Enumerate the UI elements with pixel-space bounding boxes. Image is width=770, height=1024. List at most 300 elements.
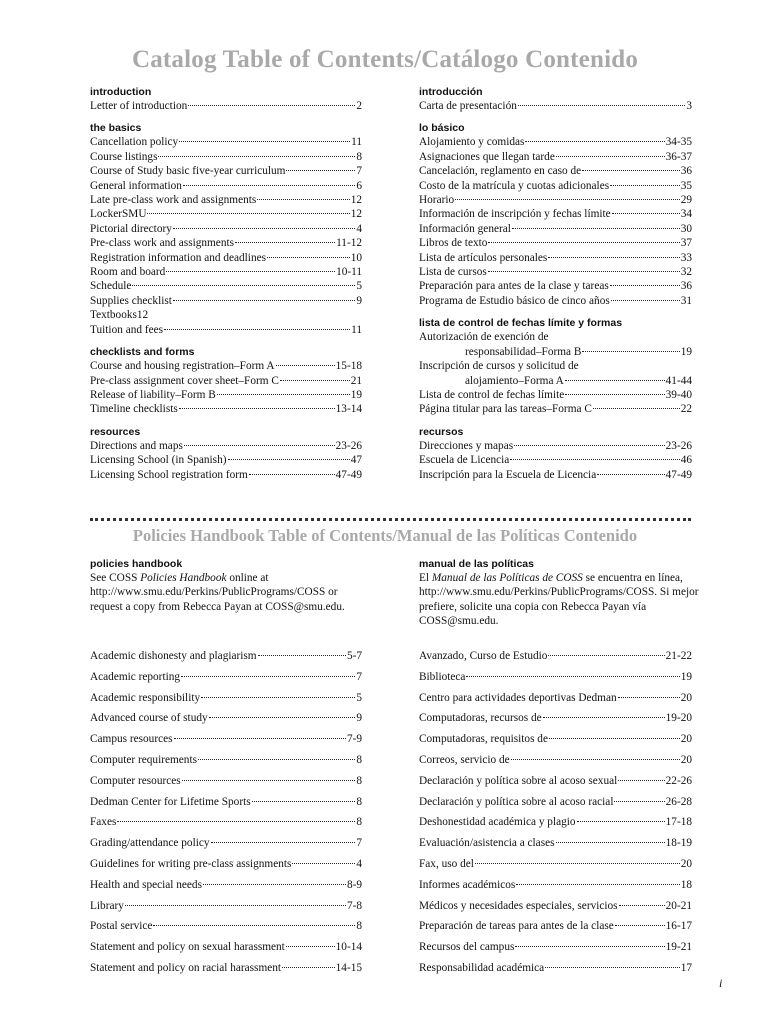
dot-leader — [618, 780, 664, 781]
toc-entry — [90, 753, 362, 767]
toc-entry-title: Campus resources — [90, 733, 173, 746]
policies-title: Policies Handbook Table of Contents/Manual de las Políticas Contenido — [132, 526, 638, 545]
catalog-toc-english — [90, 86, 362, 491]
dot-leader — [455, 199, 680, 200]
toc-entry — [90, 279, 362, 293]
toc-entry-page: 46 — [680, 454, 692, 467]
toc-entry-title: Postal service — [90, 920, 153, 933]
toc-entry-page: 47 — [350, 454, 362, 467]
toc-entry-page: 11-12 — [336, 237, 362, 250]
toc-entry-page: 8-9 — [346, 878, 362, 891]
toc-section — [90, 122, 362, 337]
dot-leader — [582, 351, 679, 352]
toc-entry — [419, 691, 692, 705]
toc-entry-title: Academic dishonesty and plagiarism — [90, 650, 257, 662]
toc-entry-title: Programa de Estudio básico de cinco años — [419, 294, 610, 307]
toc-entry-page: 4 — [356, 222, 362, 235]
section-heading: resources — [90, 425, 141, 438]
toc-entry-title: Cancelación, reglamento en caso de — [419, 165, 582, 178]
section-heading: the basics — [90, 122, 142, 135]
toc-entry-page: 8 — [356, 795, 362, 808]
dot-leader — [525, 141, 664, 142]
toc-entry-page: 7-9 — [346, 733, 362, 746]
toc-entry — [90, 774, 362, 788]
toc-entry — [419, 330, 692, 344]
toc-entry-title: responsabilidad–Forma B — [465, 345, 582, 358]
section-heading: introducción — [419, 86, 483, 98]
dot-leader — [198, 759, 355, 760]
toc-entry-title: Cancellation policy — [90, 136, 179, 149]
toc-entry-title: Lista de control de fechas límite — [419, 388, 565, 401]
toc-entry-page: 36 — [680, 165, 692, 178]
dot-leader — [597, 474, 664, 475]
toc-entry-title: Supplies checklist — [90, 294, 172, 307]
toc-entry-page: 18-19 — [665, 837, 692, 850]
toc-entry-title: Información general — [419, 222, 511, 235]
dot-leader — [132, 285, 355, 286]
toc-entry — [90, 857, 362, 871]
toc-entry — [419, 439, 692, 453]
toc-entry-title: Dedman Center for Lifetime Sports — [90, 795, 251, 808]
dot-leader — [593, 408, 680, 409]
para-text: online at http://www.smu.edu/Perkins/PublicPrograms/COSS or request a copy from Rebecca Payan at COSS@smu.edu. — [90, 572, 345, 613]
toc-entry-title: Late pre-class work and assignments — [90, 194, 257, 207]
toc-entry-title: Biblioteca — [419, 670, 466, 683]
dot-leader — [610, 285, 680, 286]
toc-entry — [419, 940, 692, 954]
toc-entry — [419, 815, 692, 829]
toc-entry-page: 17-18 — [665, 816, 692, 829]
dot-leader — [166, 271, 335, 272]
toc-entry — [90, 236, 362, 250]
dot-leader — [209, 717, 356, 718]
toc-entry-page: 23-26 — [665, 439, 692, 452]
toc-entry-title: Release of liability–Form B — [90, 388, 216, 401]
toc-entry-title: Advanced course of study — [90, 712, 208, 725]
section-heading: checklists and forms — [90, 346, 195, 359]
toc-entry-page: 14-15 — [335, 961, 362, 974]
toc-entry-title: Course listings — [90, 150, 158, 163]
toc-entry-page: 10 — [350, 251, 362, 264]
toc-entry — [90, 150, 362, 164]
dot-leader — [211, 842, 356, 843]
dot-leader — [252, 801, 356, 802]
section-heading: policies handbook — [90, 558, 183, 570]
toc-entry-title: Página titular para las tareas–Forma C — [419, 403, 592, 416]
toc-entry-page: 47-49 — [665, 468, 692, 481]
dot-leader — [292, 863, 355, 864]
toc-entry — [419, 732, 692, 746]
toc-entry-title: Avanzado, Curso de Estudio — [419, 650, 548, 662]
toc-entry-title: Escuela de Licencia — [419, 454, 510, 467]
toc-entry-title: General information — [90, 179, 182, 192]
toc-entry-page: 9 — [356, 712, 362, 725]
toc-entry-page: 39-40 — [665, 388, 692, 401]
toc-entry-page: 2 — [356, 100, 362, 112]
toc-entry-title: Library — [90, 899, 124, 912]
toc-entry-title: Médicos y necesidades especiales, servicios — [419, 899, 618, 912]
toc-entry-title: Inscripción de cursos y solicitud de — [419, 360, 579, 373]
manual-politicas-intro — [419, 558, 704, 629]
toc-entry — [90, 468, 362, 482]
dot-leader — [217, 394, 350, 395]
toc-entry — [90, 961, 362, 975]
dot-leader — [282, 967, 335, 968]
dot-leader — [183, 185, 355, 186]
dot-leader — [518, 105, 685, 106]
toc-entry-title: Computer requirements — [90, 753, 197, 766]
toc-entry — [419, 193, 692, 207]
toc-entry — [419, 236, 692, 250]
toc-entry-page: 20 — [680, 733, 692, 746]
toc-entry-title: Room and board — [90, 266, 166, 279]
toc-entry — [90, 795, 362, 809]
toc-section — [90, 346, 362, 417]
dot-leader — [174, 738, 346, 739]
section-heading: lo básico — [419, 122, 465, 135]
para-text: se encuentra en línea, http://www.smu.edu/Perkins/PublicPrograms/COSS. Si mejor prefiere, solicite una copia con Rebecca Payan vía COSS@smu.edu. — [419, 572, 699, 628]
toc-entry-title: Alojamiento y comidas — [419, 136, 525, 149]
toc-entry — [90, 359, 362, 373]
toc-entry-title: Academic responsibility — [90, 691, 201, 704]
toc-entry — [419, 961, 692, 975]
toc-entry-page: 23-26 — [335, 439, 362, 452]
toc-entry-page: 21-22 — [665, 650, 692, 662]
toc-entry-page: 8 — [356, 753, 362, 766]
toc-section — [419, 122, 692, 308]
toc-entry-page: 22-26 — [665, 774, 692, 787]
toc-entry — [90, 402, 362, 416]
toc-entry-title: Computadoras, recursos de — [419, 712, 542, 725]
toc-entry-page: 5 — [356, 691, 362, 704]
toc-entry — [419, 265, 692, 279]
toc-entry-title: Informes académicos — [419, 878, 516, 891]
dot-leader — [618, 697, 680, 698]
toc-entry-title: Evaluación/asistencia a clases — [419, 837, 555, 850]
toc-entry — [419, 207, 692, 221]
dot-leader — [182, 780, 356, 781]
dot-leader — [203, 884, 346, 885]
catalog-toc-spanish — [419, 86, 692, 491]
toc-entry — [419, 753, 692, 767]
toc-entry-page: 41-44 — [665, 374, 692, 387]
toc-entry-title: Statement and policy on sexual harassment — [90, 941, 285, 954]
toc-entry-page: 47-49 — [335, 468, 362, 481]
toc-entry-title: Computadoras, requisitos de — [419, 733, 548, 746]
dot-leader — [153, 925, 355, 926]
toc-entry-page: 10-14 — [335, 941, 362, 954]
toc-entry-page: 19-20 — [665, 712, 692, 725]
dot-leader — [158, 156, 355, 157]
dot-leader — [125, 905, 346, 906]
toc-entry — [90, 135, 362, 149]
toc-entry — [90, 670, 362, 684]
dot-leader — [543, 717, 665, 718]
toc-entry-page: 32 — [680, 266, 692, 279]
toc-entry-page: 19 — [680, 670, 692, 683]
toc-entry — [419, 135, 692, 149]
toc-entry-title: Pre-class work and assignments — [90, 237, 235, 250]
catalog-title: Catalog Table of Contents/Catálogo Contenido — [131, 46, 639, 73]
dot-leader — [184, 445, 335, 446]
toc-entry-page: 35 — [680, 179, 692, 192]
toc-entry — [90, 899, 362, 913]
toc-entry-page: 10-11 — [336, 266, 362, 279]
toc-section — [90, 426, 362, 482]
toc-entry-page: 33 — [680, 251, 692, 264]
section-divider — [90, 518, 691, 521]
toc-entry — [90, 815, 362, 829]
toc-entry — [419, 279, 692, 293]
policies-handbook-intro — [90, 558, 370, 614]
toc-entry-page: 7 — [356, 837, 362, 850]
toc-entry — [419, 795, 692, 809]
toc-entry-page: 11 — [351, 323, 362, 336]
section-heading: lista de control de fechas límite y formas — [419, 317, 623, 330]
toc-entry — [419, 150, 692, 164]
toc-entry-page: 37 — [680, 237, 692, 250]
toc-entry-page: 12 — [350, 194, 362, 207]
toc-entry-page: 5-7 — [346, 650, 362, 662]
toc-entry-page: 11 — [351, 136, 362, 149]
toc-entry — [90, 265, 362, 279]
intro-paragraph — [419, 571, 704, 629]
toc-entry-title: Computer resources — [90, 774, 181, 787]
toc-entry-page: 18 — [680, 878, 692, 891]
dot-leader — [488, 242, 679, 243]
dot-leader — [619, 905, 665, 906]
toc-entry-title: Academic reporting — [90, 670, 181, 683]
toc-entry — [90, 308, 362, 322]
dot-leader — [164, 329, 350, 330]
toc-entry-title: Preparación para antes de la clase y tareas — [419, 280, 609, 293]
toc-entry-title: Deshonestidad académica y plagio — [419, 816, 576, 829]
toc-entry — [90, 164, 362, 178]
toc-entry-title: Statement and policy on racial harassment — [90, 961, 282, 974]
toc-entry-title: Faxes — [90, 816, 117, 829]
toc-entry-page: 16-17 — [665, 920, 692, 933]
toc-entry-page: 31 — [680, 294, 692, 307]
toc-section — [419, 426, 692, 482]
toc-entry — [90, 374, 362, 388]
toc-entry-title: Direcciones y mapas — [419, 439, 514, 452]
dot-leader — [548, 655, 664, 656]
toc-entry — [90, 99, 362, 113]
dot-leader — [577, 821, 665, 822]
toc-entry-title: Timeline checklists — [90, 403, 178, 416]
toc-entry — [90, 207, 362, 221]
toc-entry — [419, 164, 692, 178]
dot-leader — [549, 738, 680, 739]
toc-entry-page: 17 — [680, 961, 692, 974]
dot-leader — [249, 474, 335, 475]
dot-leader — [565, 394, 664, 395]
dot-leader — [179, 408, 335, 409]
toc-entry-title: Costo de la matrícula y cuotas adicionales — [419, 179, 610, 192]
toc-entry-title: LockerSMU — [90, 208, 147, 221]
toc-entry-title: Información de inscripción y fechas límite — [419, 208, 611, 221]
dot-leader — [188, 105, 355, 106]
dot-leader — [612, 213, 680, 214]
toc-entry — [419, 222, 692, 236]
toc-entry-page: 20 — [680, 753, 692, 766]
policies-toc-english — [90, 649, 362, 982]
toc-entry-title: Grading/attendance policy — [90, 837, 210, 850]
toc-entry — [419, 836, 692, 850]
dot-leader — [280, 380, 350, 381]
toc-entry-title: Declaración y política sobre al acoso sexual — [419, 774, 618, 787]
toc-entry-title: Asignaciones que llegan tarde — [419, 150, 555, 163]
section-heading: recursos — [419, 425, 464, 438]
toc-entry-page: 26-28 — [665, 795, 692, 808]
toc-entry-page: 36-37 — [665, 150, 692, 163]
toc-entry-title: Directions and maps — [90, 439, 183, 452]
toc-entry — [419, 857, 692, 871]
toc-entry — [90, 294, 362, 308]
handbook-title: Policies Handbook — [140, 572, 227, 584]
toc-entry-page: 34-35 — [665, 136, 692, 149]
toc-entry-page: 8 — [356, 816, 362, 829]
toc-entry-page: 3 — [686, 100, 692, 112]
toc-entry-title: Carta de presentación — [419, 100, 517, 112]
dot-leader — [614, 801, 664, 802]
toc-entry-title: Lista de artículos personales — [419, 251, 548, 264]
toc-entry — [419, 919, 692, 933]
toc-entry — [90, 323, 362, 337]
toc-entry-page: 6 — [356, 179, 362, 192]
toc-entry — [419, 99, 692, 113]
toc-entry-page: 13-14 — [335, 403, 362, 416]
toc-entry-title: Pre-class assignment cover sheet–Form C — [90, 374, 279, 387]
toc-entry — [90, 691, 362, 705]
dot-leader — [610, 185, 680, 186]
dot-leader — [235, 242, 335, 243]
toc-entry-title: Registration information and deadlines — [90, 251, 267, 264]
toc-entry — [90, 919, 362, 933]
toc-entry-page: 7 — [356, 165, 362, 178]
dot-leader — [286, 946, 335, 947]
toc-entry-title: alojamiento–Forma A — [465, 374, 564, 387]
dot-leader — [565, 380, 665, 381]
toc-entry-title: Inscripción para la Escuela de Licencia — [419, 468, 597, 481]
toc-entry-title: Fax, uso del — [419, 857, 474, 870]
dot-leader — [258, 655, 346, 656]
para-text: El — [419, 572, 432, 584]
toc-entry — [419, 649, 692, 663]
para-text: See COSS — [90, 572, 141, 584]
toc-entry — [419, 251, 692, 265]
toc-entry — [90, 836, 362, 850]
dot-leader — [267, 257, 350, 258]
toc-entry-page: 21 — [350, 374, 362, 387]
dot-leader — [514, 445, 665, 446]
toc-entry-title: Pictorial directory — [90, 222, 172, 235]
toc-entry — [419, 179, 692, 193]
toc-entry-title: Centro para actividades deportivas Dedman — [419, 691, 617, 704]
toc-entry — [90, 711, 362, 725]
toc-entry-title: Lista de cursos — [419, 266, 487, 279]
toc-entry-page: 4 — [356, 857, 362, 870]
toc-entry-title: Responsabilidad académica — [419, 961, 545, 974]
section-heading: manual de las políticas — [419, 558, 534, 570]
dot-leader — [615, 925, 665, 926]
toc-entry-title: Schedule — [90, 280, 132, 293]
dot-leader — [201, 697, 355, 698]
toc-entry-page: 7-8 — [346, 899, 362, 912]
toc-entry-page: 19 — [350, 388, 362, 401]
toc-entry — [90, 940, 362, 954]
dot-leader — [286, 170, 355, 171]
dot-leader — [147, 213, 349, 214]
toc-entry-title: Libros de texto — [419, 237, 488, 250]
toc-entry-page: 20 — [680, 857, 692, 870]
toc-entry-title: Recursos del campus — [419, 941, 515, 954]
toc-entry-page: 12 — [350, 208, 362, 221]
toc-section — [419, 317, 692, 416]
policies-toc-spanish — [419, 649, 692, 982]
dot-leader — [228, 459, 350, 460]
toc-entry — [90, 388, 362, 402]
toc-entry-title: Licensing School registration form — [90, 468, 248, 481]
toc-entry — [419, 359, 692, 373]
toc-entry-page: 30 — [680, 222, 692, 235]
toc-entry — [419, 711, 692, 725]
toc-entry — [90, 222, 362, 236]
toc-entry — [419, 402, 692, 416]
toc-entry-page: 8 — [356, 774, 362, 787]
toc-entry-page: 19-21 — [665, 941, 692, 954]
dot-leader — [511, 759, 680, 760]
toc-entry — [419, 388, 692, 402]
toc-entry-title: Textbooks12 — [90, 309, 149, 322]
toc-entry-title: Licensing School (in Spanish) — [90, 454, 227, 467]
dot-leader — [548, 257, 679, 258]
toc-entry-title: Course and housing registration–Form A — [90, 360, 275, 373]
intro-paragraph — [90, 571, 370, 614]
dot-leader — [556, 156, 665, 157]
dot-leader — [582, 170, 680, 171]
toc-entry-page: 7 — [356, 670, 362, 683]
toc-entry — [419, 294, 692, 308]
dot-leader — [257, 199, 349, 200]
toc-entry-page: 15-18 — [335, 360, 362, 373]
dot-leader — [611, 300, 680, 301]
toc-entry — [419, 670, 692, 684]
toc-entry-page: 19 — [680, 345, 692, 358]
toc-entry — [419, 453, 692, 467]
dot-leader — [556, 842, 665, 843]
toc-entry-title: Course of Study basic five-year curriculum — [90, 165, 286, 178]
dot-leader — [276, 365, 335, 366]
page-number: i — [719, 976, 723, 990]
toc-entry-page: 36 — [680, 280, 692, 293]
dot-leader — [173, 228, 355, 229]
toc-entry-page: 20-21 — [665, 899, 692, 912]
toc-entry — [419, 374, 692, 388]
toc-entry-page: 22 — [680, 403, 692, 416]
dot-leader — [181, 676, 355, 677]
toc-entry-title: Tuition and fees — [90, 323, 164, 336]
dot-leader — [173, 300, 355, 301]
dot-leader — [515, 946, 664, 947]
toc-entry — [90, 732, 362, 746]
toc-entry — [90, 251, 362, 265]
toc-entry-page: 20 — [680, 691, 692, 704]
toc-section — [90, 86, 362, 113]
toc-entry-page: 8 — [356, 150, 362, 163]
toc-entry-page: 5 — [356, 280, 362, 293]
toc-entry-title: Health and special needs — [90, 878, 202, 891]
